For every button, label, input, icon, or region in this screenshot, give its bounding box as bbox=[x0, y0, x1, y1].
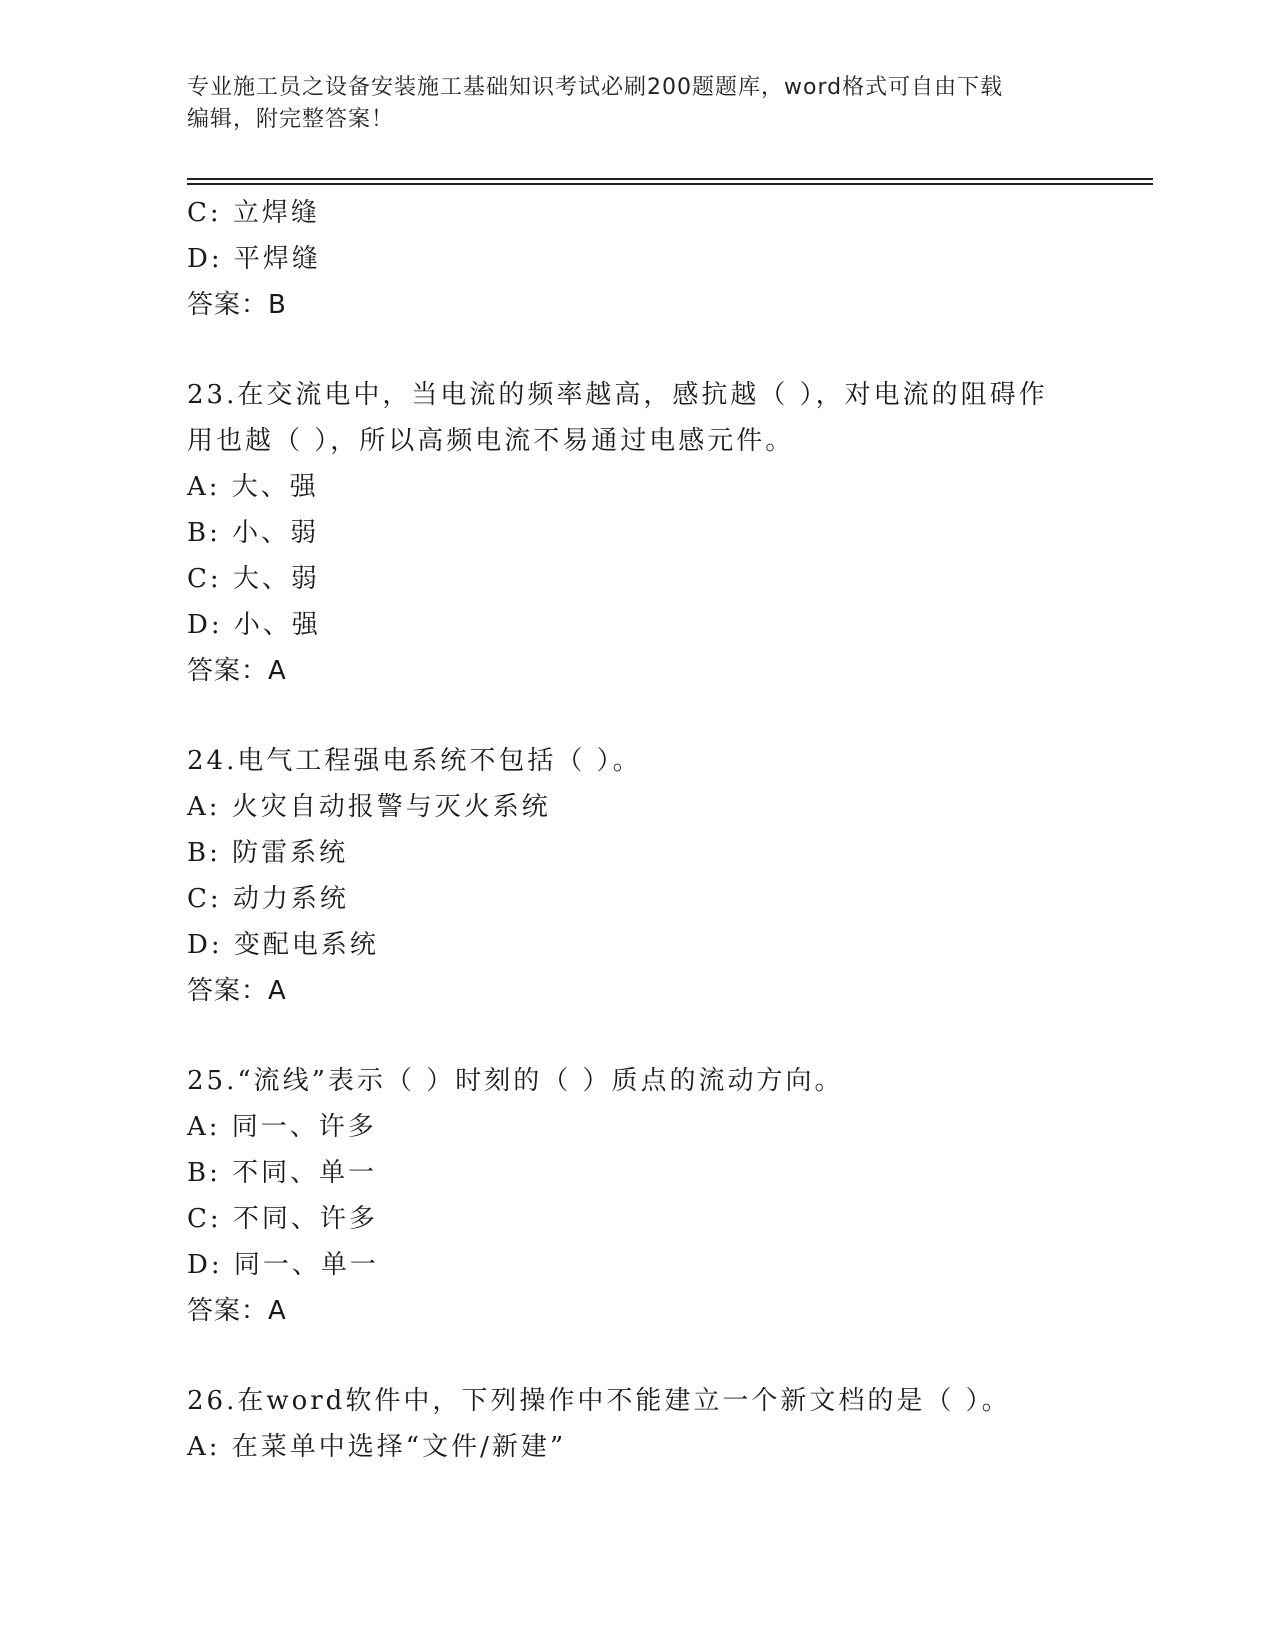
option-a: A: 同一、许多 bbox=[187, 1112, 377, 1142]
option-a: A: 大、强 bbox=[187, 472, 319, 502]
question-list bbox=[187, 190, 1087, 1470]
question-stem: 26.在word软件中，下列操作中不能建立一个新文档的是（ ）。 bbox=[187, 1386, 1011, 1416]
question-stem: 25.“流线”表示（ ）时刻的（ ）质点的流动方向。 bbox=[187, 1066, 844, 1096]
option-b: B: 不同、单一 bbox=[187, 1158, 378, 1188]
option-a: A: 在菜单中选择“文件/新建” bbox=[187, 1432, 567, 1462]
option-d: D: 小、强 bbox=[187, 610, 321, 640]
question-gap bbox=[187, 1014, 1087, 1058]
header-divider-bottom bbox=[187, 183, 1153, 185]
question-gap bbox=[187, 328, 1087, 372]
question-25 bbox=[187, 1058, 1087, 1334]
answer-line: 答案：A bbox=[187, 656, 287, 686]
option-b: B: 防雷系统 bbox=[187, 838, 349, 868]
option-c: C: 动力系统 bbox=[187, 884, 349, 914]
header-divider-top bbox=[187, 178, 1153, 180]
option-c: C: 大、弱 bbox=[187, 564, 320, 594]
document-header bbox=[187, 72, 1067, 136]
question-stem-line-1: 23.在交流电中，当电流的频率越高，感抗越（ ），对电流的阻碍作 bbox=[187, 380, 1048, 410]
question-23 bbox=[187, 372, 1087, 694]
question-24 bbox=[187, 738, 1087, 1014]
question-stem: 24.电气工程强电系统不包括（ ）。 bbox=[187, 746, 642, 776]
question-stem-line-2: 用也越（ ），所以高频电流不易通过电感元件。 bbox=[187, 426, 795, 456]
option-c: C: 立焊缝 bbox=[187, 198, 320, 228]
question-gap bbox=[187, 694, 1087, 738]
header-title-line-1: 专业施工员之设备安装施工基础知识考试必刷200题题库，word格式可自由下载 bbox=[187, 75, 1004, 100]
question-26 bbox=[187, 1378, 1087, 1470]
option-d: D: 变配电系统 bbox=[187, 930, 379, 960]
answer-line: 答案：A bbox=[187, 1296, 287, 1326]
option-d: D: 同一、单一 bbox=[187, 1250, 379, 1280]
option-d: D: 平焊缝 bbox=[187, 244, 321, 274]
answer-line: 答案：A bbox=[187, 976, 287, 1006]
option-c: C: 不同、许多 bbox=[187, 1204, 378, 1234]
question-22 bbox=[187, 190, 1087, 328]
question-gap bbox=[187, 1334, 1087, 1378]
answer-line: 答案：B bbox=[187, 290, 287, 320]
option-a: A: 火灾自动报警与灭火系统 bbox=[187, 792, 551, 822]
option-b: B: 小、弱 bbox=[187, 518, 320, 548]
header-title-line-2: 编辑，附完整答案！ bbox=[187, 107, 395, 132]
